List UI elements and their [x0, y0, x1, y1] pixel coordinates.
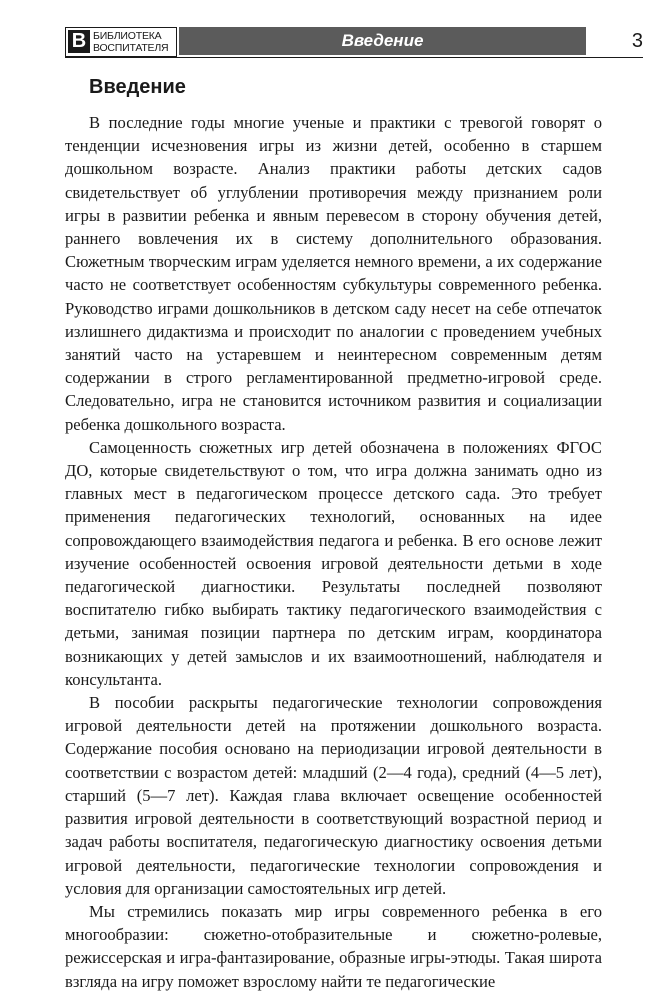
- running-title: Введение: [179, 27, 586, 55]
- paragraph: В последние годы многие ученые и практики с тревогой говорят о тенденции исчезновения игры из жизни детей, особенно в старшем дошкольном возрасте. Анализ практики работы детских садов свидетельствует об углублении противоречия между признанием роли игры в развитии ребенка и явным перевесом в сторону обучения детей, раннего вовлечения их в систему дополнительного образования. Сюжетным творческим играм уделяется немного времени, а их содержание часто не соответствует особенностям субкультуры современного ребенка. Руководство играми дошкольников в детском саду несет на себе отпечаток излишнего дидактизма и происходит по аналогии с проведением учебных занятий часто на устаревшем и неинтересном современным детям содержании в строго регламентированной предметно-игровой среде. Следовательно, игра не становится источником развития и социализации ребенка дошкольного возраста.: [65, 113, 602, 434]
- logo-series-name: БИБЛИОТЕКА ВОСПИТАТЕЛЯ: [93, 30, 169, 54]
- page-header: [65, 27, 643, 59]
- body-text: [65, 111, 602, 993]
- page-number: 3: [631, 30, 643, 52]
- paragraph: Мы стремились показать мир игры современного ребенка в его многообразии: сюжетно-отобразительные и сюжетно-ролевые, режиссерская и игра-фантазирование, образные игры-этюды. Такая широта взгляда на игру поможет взрослому найти те педагогические: [65, 901, 602, 991]
- paragraph: Самоценность сюжетных игр детей обозначена в положениях ФГОС ДО, которые свидетельствуют о том, что игра должна занимать одно из главных мест в педагогическом процессе детского сада. Это требует применения педагогических технологий, основанных на идее сопровождающего взаимодействия педагога и ребенка. В его основе лежит изучение особенностей освоения игровой деятельности детьми в ходе педагогической диагностики. Результаты последней позволяют воспитателю гибко выбирать тактику педагогического взаимодействия с детьми, занимая позиции партнера по детским играм, координатора возникающих у детей замыслов и их взаимоотношений, наблюдателя и консультанта.: [65, 437, 602, 689]
- section-heading: Введение: [89, 76, 186, 98]
- logo-letter: В: [68, 30, 90, 53]
- header-divider: [65, 57, 643, 58]
- paragraph: В пособии раскрыты педагогические технологии сопровождения игровой деятельности детей на протяжении дошкольного возраста. Содержание пособия основано на периодизации игровой деятельности в соответствии с возрастом детей: младший (2—4 года), средний (4—5 лет), старший (5—7 лет). Каждая глава включает освещение особенностей развития игровой деятельности в соответствующий возрастной период и задач работы воспитателя, педагогическую диагностику освоения детьми игровой деятельности, педагогические технологии сопровождения и условия для организации самостоятельных игр детей.: [65, 693, 602, 898]
- series-logo: [65, 27, 177, 57]
